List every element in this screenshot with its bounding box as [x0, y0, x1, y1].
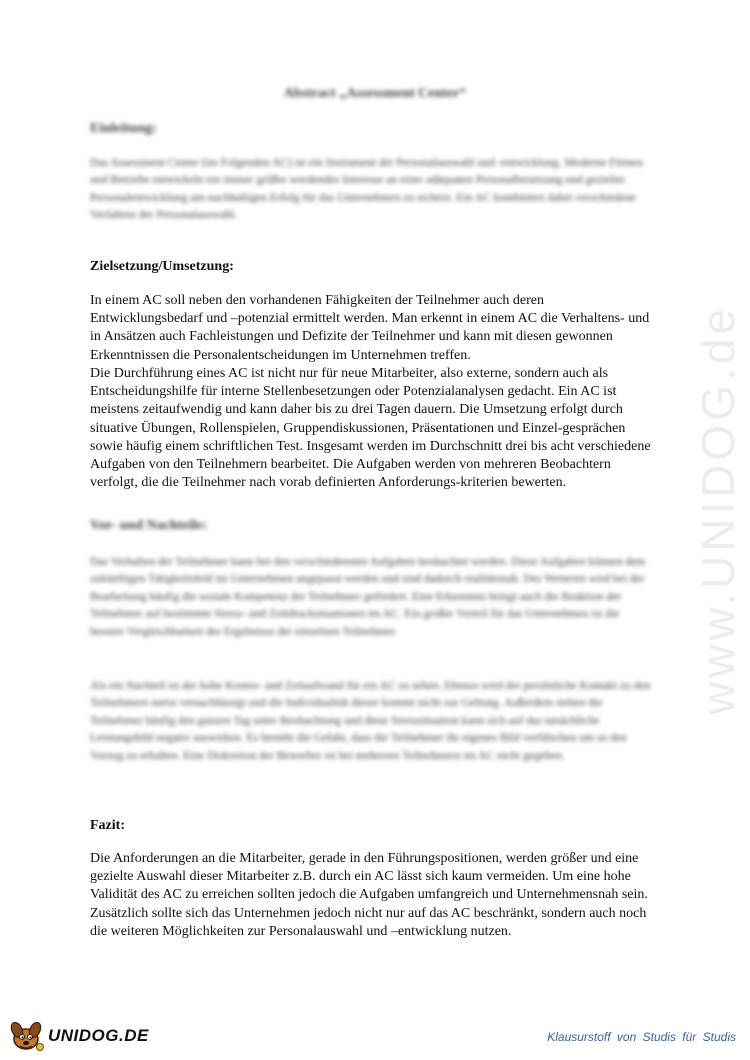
logo-text: UNIDOG.DE: [48, 1026, 149, 1045]
paragraph-fazit: Die Anforderungen an die Mitarbeiter, gerade in den Führungspositionen, werden größer und eine gezielte Auswahl dieser Mitarbeiter z.B. durch ein AC lässt sich kaum vermeiden. Um eine hohe Validität des AC zu erreichen sollten jedoch die Aufgaben umfangreich und Unternehmensnah sein. Zusätzlich sollte sich das Unternehmen jedoch nicht nur auf das AC beschränkt, sondern auch noch die weiteren Möglichkeiten zur Personalauswahl und –entwicklung nutzen.: [90, 851, 648, 939]
paragraph-vor-nachteile-1: Das Verhalten der Teilnehmer kann bei den verschiedensten Aufgaben beobachtet werden. Diese Aufgaben können dem zukünftigen Tätigkeitsfeld im Unternehmen angepasst werden und sind dadurch realitätsnah. Des Weiteren wird bei der Bearbeitung häufig die soziale Kompetenz der Teilnehmer gefördert. Eine Erkenntnis bringt auch die Reaktion der Teilnehmer auf bestimmte Stress- und Zeitdrucksituationen im AC. Ein großer Vorteil für das Unternehmen ist die bessere Vergleichbarkeit der Ergebnisse der einzelnen Teilnehmer.: [90, 555, 646, 638]
watermark-text: www.UNIDOG.de: [692, 305, 744, 715]
dog-mascot-icon: [6, 1019, 46, 1053]
paragraph-zielsetzung-1: In einem AC soll neben den vorhandenen Fähigkeiten der Teilnehmer auch deren Entwicklungsbedarf und –potenzial ermittelt werden. Man erkennt in einem AC die Verhaltens- und in Ansätzen auch Fachleistungen und Defizite der Teilnehmer und kann mit diesen gewonnen Erkenntnissen die Personalentscheidungen im Unternehmen treffen.: [90, 293, 650, 363]
heading-fazit: Fazit:: [90, 818, 125, 833]
heading-zielsetzung: Zielsetzung/Umsetzung:: [90, 259, 234, 274]
footer-logo[interactable]: [6, 1018, 149, 1054]
heading-vor-nachteile: Vor- und Nachteile:: [90, 518, 208, 533]
paragraph-einleitung: Das Assessment Center (im Folgenden AC) ist ein Instrument der Personalauswahl und -entwicklung. Moderne Firmen und Betriebe entwickeln ein immer größer werdendes Interesse an einer adäquaten Personalbesetzung und gezielter Personalentwicklung um nachhaltigen Erfolg für das Unternehmen zu sichern. Ein AC kombiniert dabei verschiedene Verfahren der Personalauswahl.: [90, 156, 643, 222]
heading-einleitung: Einleitung:: [90, 121, 157, 136]
document-title: Abstract „Assessment Center“: [283, 86, 467, 101]
footer-tagline: Klausurstoff von Studis für Studis: [547, 1030, 736, 1044]
paragraph-zielsetzung-2: Die Durchführung eines AC ist nicht nur für neue Mitarbeiter, also externe, sondern auch als Entscheidungshilfe für interne Stellenbesetzungen oder Potenzialanalysen gedacht. Ein AC ist meistens zeitaufwendig und kann daher bis zu drei Tagen dauern. Die Umsetzung erfolgt durch situative Übungen, Rollenspielen, Gruppendiskussionen, Präsentationen und Einzel-gesprächen sowie häufig einem schriftlichen Test. Insgesamt werden im Durchschnitt drei bis acht verschiedene Aufgaben von den Teilnehmern bearbeitet. Die Aufgaben werden von mehreren Beobachtern verfolgt, die die Teilnehmer nach vorab definierten Anforderungs-kriterien bewerten.: [90, 366, 651, 491]
watermark: [688, 280, 748, 740]
paragraph-vor-nachteile-2: Als ein Nachteil ist der hohe Kosten- und Zeitaufwand für ein AC zu sehen. Ebenso wird der persönliche Kontakt zu den Teilnehmern meist vernachlässigt und die Individualität dieser kommt nicht zur Geltung. Außerdem stehen die Teilnehmer häufig den ganzen Tag unter Beobachtung und diese Stresssituation kann sich auf das tatsächliche Leistungsbild negativ auswirken. Es besteht die Gefahr, dass die Teilnehmer ihr eigenes Bild verfälschen um so den Vorzug zu erhalten. Eine Diskretion der Bewerber ist bei mehreren Teilnehmern im AC nicht gegeben.: [90, 679, 651, 762]
